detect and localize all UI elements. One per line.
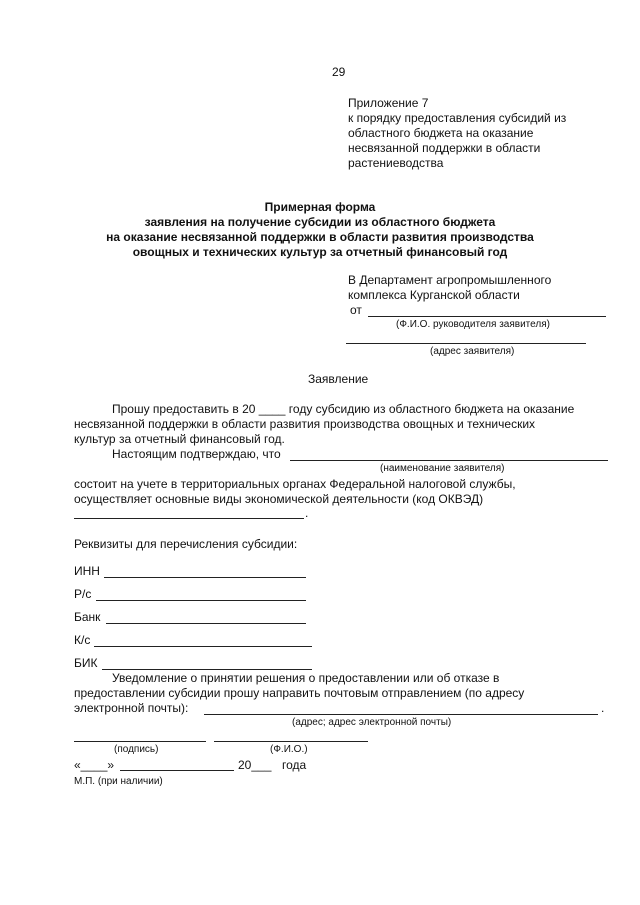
applicant-address-hint: (адрес заявителя) xyxy=(430,346,515,357)
notification-line: электронной почты): xyxy=(74,701,189,715)
appendix-line: к порядку предоставления субсидий из xyxy=(348,111,567,125)
inn-field[interactable] xyxy=(104,577,306,578)
bik-label: БИК xyxy=(74,656,98,670)
applicant-name-hint: (наименование заявителя) xyxy=(380,463,505,474)
appendix-line: несвязанной поддержки в области xyxy=(348,141,541,155)
signature-fio-field[interactable] xyxy=(214,741,368,742)
bank-label: Банк xyxy=(74,610,101,624)
corr-account-field[interactable] xyxy=(94,646,312,647)
body-line: несвязанной поддержки в области развития производства овощных и технических xyxy=(74,417,536,431)
okved-field[interactable] xyxy=(74,518,304,519)
form-heading-line: Примерная форма xyxy=(264,200,376,214)
notification-end: . xyxy=(601,701,605,715)
appendix-line: растениеводства xyxy=(348,156,444,170)
page-number: 29 xyxy=(332,65,346,79)
requisites-title: Реквизиты для перечисления субсидии: xyxy=(74,537,298,551)
form-heading-line: на оказание несвязанной поддержки в области развития производства xyxy=(106,230,534,244)
notification-line: предоставлении субсидии прошу направить почтовым отправлением (по адресу xyxy=(74,686,525,700)
corr-account-label: К/с xyxy=(74,633,91,647)
notification-line: Уведомление о принятии решения о предоставлении или об отказе в xyxy=(112,671,500,685)
date-day: «____» xyxy=(74,758,115,772)
form-heading-line: заявления на получение субсидии из областного бюджета xyxy=(144,215,496,229)
addressee-line: комплекса Курганской области xyxy=(348,288,520,302)
applicant-name-field[interactable] xyxy=(290,460,608,461)
date-year: 20___ xyxy=(238,758,272,772)
account-label: Р/с xyxy=(74,587,92,601)
applicant-fio-hint: (Ф.И.О. руководителя заявителя) xyxy=(396,319,550,330)
signature-fio-hint: (Ф.И.О.) xyxy=(270,744,308,755)
account-field[interactable] xyxy=(96,600,306,601)
inn-label: ИНН xyxy=(74,564,100,578)
confirm-label: Настоящим подтверждаю, что xyxy=(112,447,281,461)
body-line: осуществляет основные виды экономической деятельности (код ОКВЭД) xyxy=(74,492,484,506)
body-line: Прошу предоставить в 20 ____ году субсидию из областного бюджета на оказание xyxy=(112,402,575,416)
okved-end: . xyxy=(305,506,309,520)
statement-title: Заявление xyxy=(308,372,369,386)
body-line: состоит на учете в территориальных органах Федеральной налоговой службы, xyxy=(74,477,516,491)
stamp-note: М.П. (при наличии) xyxy=(74,776,163,787)
form-heading-line: овощных и технических культур за отчетный финансовый год xyxy=(132,245,508,259)
addressee-line: В Департамент агропромышленного xyxy=(348,273,552,287)
applicant-fio-field[interactable] xyxy=(368,316,606,317)
body-line: культур за отчетный финансовый год. xyxy=(74,432,285,446)
signature-hint: (подпись) xyxy=(114,744,159,755)
from-label: от xyxy=(350,303,362,317)
date-year-suffix: года xyxy=(282,758,307,772)
applicant-address-field[interactable] xyxy=(346,343,586,344)
bank-field[interactable] xyxy=(106,623,306,624)
appendix-line: областного бюджета на оказание xyxy=(348,126,534,140)
signature-field[interactable] xyxy=(74,741,206,742)
date-month-field[interactable] xyxy=(120,770,234,771)
email-address-field[interactable] xyxy=(204,714,598,715)
email-address-hint: (адрес; адрес электронной почты) xyxy=(292,717,452,728)
appendix-title: Приложение 7 xyxy=(348,96,429,110)
bik-field[interactable] xyxy=(102,669,312,670)
